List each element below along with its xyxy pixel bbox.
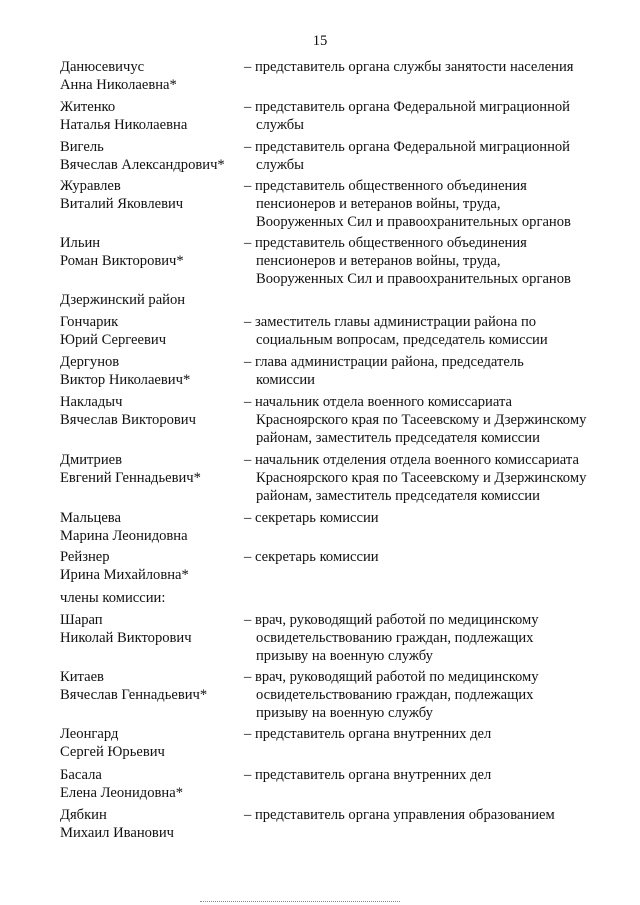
person-name: Дергунов Виктор Николаевич* xyxy=(60,354,191,388)
page-number: 15 xyxy=(312,33,328,49)
person-name: Шарап Николай Викторович xyxy=(60,612,192,646)
person-name: Дмитриев Евгений Геннадьевич* xyxy=(60,452,201,486)
district-heading: Дзержинский район xyxy=(60,292,186,308)
person-role: – секретарь комиссии xyxy=(244,548,619,566)
person-role: – представитель органа управления образованием xyxy=(244,806,619,824)
person-role: – представитель общественного объединения пенсионеров и ветеранов войны, труда, Вооруженных Сил и правоохранительных органов xyxy=(244,177,619,231)
person-name: Леонгард Сергей Юрьевич xyxy=(60,726,165,760)
person-name: Гончарик Юрий Сергеевич xyxy=(60,314,167,348)
person-name: Китаев Вячеслав Геннадьевич* xyxy=(60,669,208,703)
person-role: – начальник отдела военного комиссариата Красноярского края по Тасеевскому и Дзержинскому районам, заместитель председателя комиссии xyxy=(244,393,619,447)
person-role: – врач, руководящий работой по медицинскому освидетельствованию граждан, подлежащих призыву на военную службу xyxy=(244,611,619,665)
person-role: – представитель общественного объединения пенсионеров и ветеранов войны, труда, Вооруженных Сил и правоохранительных органов xyxy=(244,234,619,288)
person-role: – секретарь комиссии xyxy=(244,509,619,527)
person-name: Данюсевичус Анна Николаевна* xyxy=(60,59,177,93)
person-name: Накладыч Вячеслав Викторович xyxy=(60,394,196,428)
person-name: Дябкин Михаил Иванович xyxy=(60,807,174,841)
person-name: Ильин Роман Викторович* xyxy=(60,235,184,269)
person-role: – врач, руководящий работой по медицинскому освидетельствованию граждан, подлежащих призыву на военную службу xyxy=(244,668,619,722)
person-name: Мальцева Марина Леонидовна xyxy=(60,510,188,544)
person-role: – начальник отделения отдела военного комиссариата Красноярского края по Тасеевскому и Дзержинскому районам, заместитель председателя комиссии xyxy=(244,451,619,505)
members-heading: члены комиссии: xyxy=(60,590,166,606)
person-name: Басала Елена Леонидовна* xyxy=(60,767,183,801)
person-name: Журавлев Виталий Яковлевич xyxy=(60,178,184,212)
person-role: – заместитель главы администрации района по социальным вопросам, председатель комиссии xyxy=(244,313,619,349)
person-name: Вигель Вячеслав Александрович* xyxy=(60,139,225,173)
person-role: – представитель органа службы занятости населения xyxy=(244,58,619,76)
person-role: – представитель органа Федеральной миграционной службы xyxy=(244,138,619,174)
person-role: – представитель органа Федеральной миграционной службы xyxy=(244,98,619,134)
scan-edge-line xyxy=(200,901,400,902)
person-role: – представитель органа внутренних дел xyxy=(244,725,619,743)
person-name: Рейзнер Ирина Михайловна* xyxy=(60,549,189,583)
person-role: – представитель органа внутренних дел xyxy=(244,766,619,784)
person-name: Житенко Наталья Николаевна xyxy=(60,99,188,133)
person-role: – глава администрации района, председатель комиссии xyxy=(244,353,619,389)
